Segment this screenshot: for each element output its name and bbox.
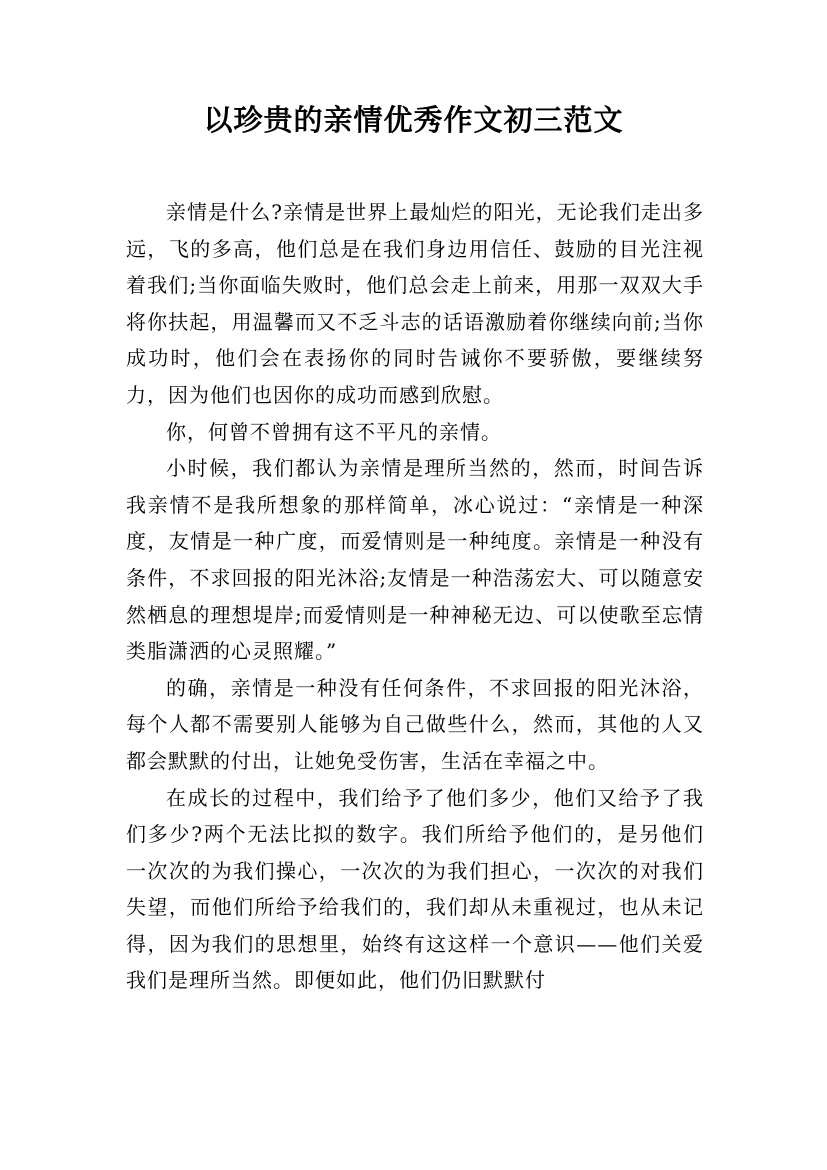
document-body <box>126 194 704 999</box>
paragraph-2: 你，何曾不曾拥有这不平凡的亲情。 <box>166 419 502 444</box>
document-title: 以珍贵的亲情优秀作文初三范文 <box>203 103 624 137</box>
paragraph-5: 在成长的过程中，我们给予了他们多少，他们又给予了我们多少?两个无法比拟的数字。我们所给予他们的，是另他们一次次的为我们操心，一次次的为我们担心，一次次的对我们失望，而他们所给予给我们的，我们却从未重视过，也从未记得，因为我们的思想里，始终有这这样一个意识——他们关爱我们是理所当然。即便如此，他们仍旧默默付 <box>126 785 704 993</box>
paragraph-1: 亲情是什么?亲情是世界上最灿烂的阳光，无论我们走出多远，飞的多高，他们总是在我们身边用信任、鼓励的目光注视着我们;当你面临失败时，他们总会走上前来，用那一双双大手将你扶起，用温馨而又不乏斗志的话语激励着你继续向前;当你成功时，他们会在表扬你的同时告诫你不要骄傲，要继续努力，因为他们也因你的成功而感到欣慰。 <box>126 200 704 407</box>
paragraph-3: 小时候，我们都认为亲情是理所当然的，然而，时间告诉我亲情不是我所想象的那样简单，冰心说过：“亲情是一种深度，友情是一种广度，而爱情则是一种纯度。亲情是一种没有条件，不求回报的阳光沐浴;友情是一种浩荡宏大、可以随意安然栖息的理想堤岸;而爱情则是一种神秘无边、可以使歌至忘情类脂潇洒的心灵照耀。” <box>126 456 704 664</box>
paragraph-4: 的确，亲情是一种没有任何条件，不求回报的阳光沐浴，每个人都不需要别人能够为自己做些什么，然而，其他的人又都会默默的付出，让她免受伤害，生活在幸福之中。 <box>126 675 704 773</box>
